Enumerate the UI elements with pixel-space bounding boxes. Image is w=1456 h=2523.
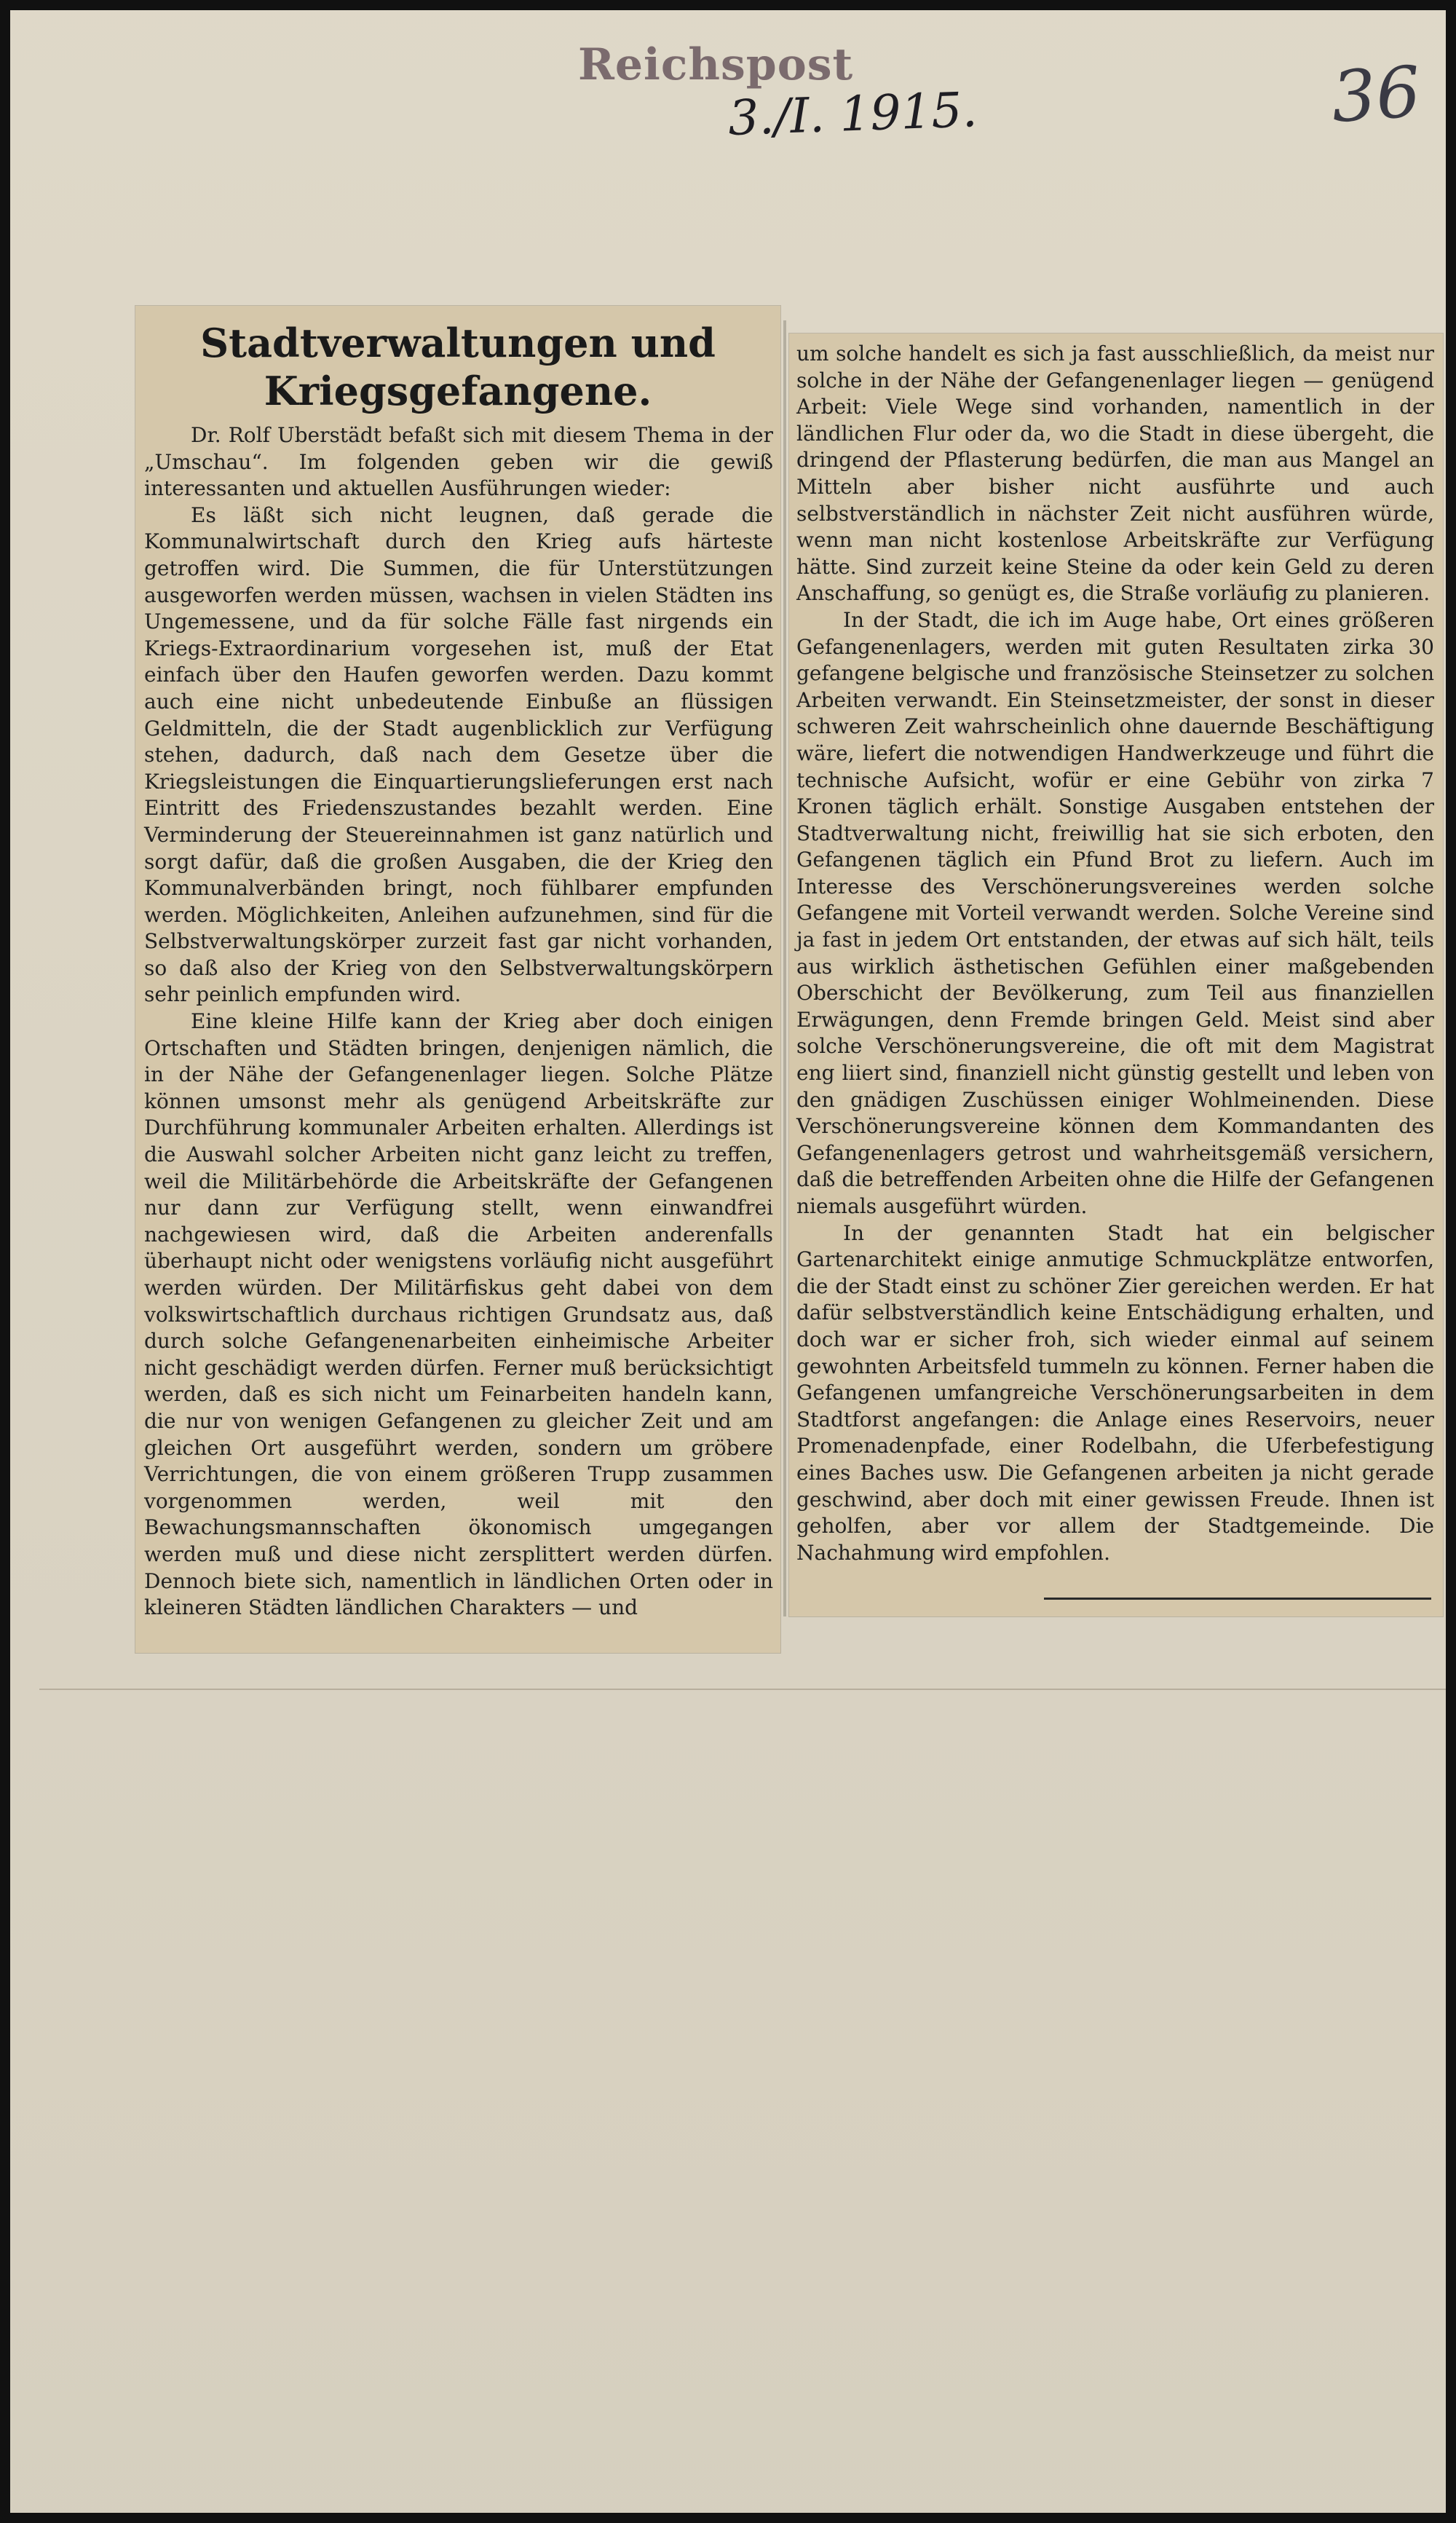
masthead-stamp: Reichspost	[578, 39, 854, 90]
column-divider	[783, 320, 786, 1616]
article-end-rule	[1044, 1598, 1431, 1600]
paragraph: Dr. Rolf Uberstädt befaßt sich mit diesem Thema in der „Umschau“. Im folgenden geben wir die gewiß interessanten und aktuellen Ausführungen wieder:	[144, 423, 773, 501]
paragraph: In der Stadt, die ich im Auge habe, Ort eines größeren Gefangenenlagers, werden mit guten Resultaten zirka 30 gefangene belgische und französische Steinsetzer zu solchen Arbeiten verwandt. Ein Steinsetzmeister, der sonst in dieser schweren Zeit wahrscheinlich ohne dauernde Beschäftigung wäre, liefert die notwendigen Handwerkzeuge und führt die technische Aufsicht, wofür er eine Gebühr von zirka 7 Kronen täglich erhält. Sonstige Ausgaben entstehen der Stadtverwaltung nicht, freiwillig hat sie sich erboten, den Gefangenen täglich ein Pfund Brot zu liefern. Auch im Interesse des Verschönerungsvereines werden solche Gefangene mit Vorteil verwandt werden. Solche Vereine sind ja fast in jedem Ort entstanden, der etwas auf sich hält, teils aus wirklich ästhetischen Gefühlen einer maßgebenden Oberschicht der Bevölkerung, zum Teil aus finanziellen Erwägungen, denn Fremde bringen Geld. Meist sind aber solche Verschönerungsvereine, die oft mit dem Magistrat eng liiert sind, finanziell nicht günstig gestellt und leben von den gnädigen Zuschüssen einiger Wohlmeinenden. Diese Verschönerungsvereine können dem Kommandanten des Gefangenenlagers getrost und wahrheitsgemäß versichern, daß die betreffenden Arbeiten ohne die Hilfe der Gefangenen niemals ausgeführt würden.	[796, 607, 1434, 1218]
paper-fold-line	[39, 1689, 1446, 1690]
handwritten-date: 3./I. 1915.	[727, 82, 978, 146]
handwritten-page-number: 36	[1329, 50, 1423, 139]
paragraph: Eine kleine Hilfe kann der Krieg aber doch einigen Ortschaften und Städten bringen, denjenigen nämlich, die in der Nähe der Gefangenenlager liegen. Solche Plätze können umsonst mehr als genügend Arbeitskräfte zur Durchführung kommunaler Arbeiten erhalten. Allerdings ist die Auswahl solcher Arbeiten nicht ganz leicht zu treffen, weil die Militärbehörde die Arbeitskräfte der Gefangenen nur dann zur Verfügung stellt, wenn einwandfrei nachgewiesen wird, daß die Arbeiten anderenfalls überhaupt nicht oder wenigstens vorläufig nicht ausgeführt werden würden. Der Militärfiskus geht dabei von dem volkswirtschaftlich durchaus richtigen Grundsatz aus, daß durch solche Gefangenenarbeiten einheimische Arbeiter nicht geschädigt werden dürfen. Ferner muß berücksichtigt werden, daß es sich nicht um Feinarbeiten handeln kann, die nur von wenigen Gefangenen zu gleicher Zeit und am gleichen Ort ausgeführt werden, sondern um gröbere Verrichtungen, die von einem größeren Trupp zusammen vorgenommen werden, weil mit den Bewachungsmannschaften ökonomisch umgegangen werden muß und diese nicht zersplittert werden dürfen. Dennoch biete sich, namentlich in ländlichen Orten oder in kleineren Städten ländlichen Charakters — und	[144, 1009, 773, 1620]
paragraph: Es läßt sich nicht leugnen, daß gerade die Kommunalwirtschaft durch den Krieg aufs härteste getroffen wird. Die Summen, die für Unterstützungen ausgeworfen werden müssen, wachsen in vielen Städten ins Ungemessene, und da für solche Fälle fast nirgends ein Kriegs-Extraordinarium vorgesehen ist, muß der Etat einfach über den Haufen geworfen werden. Dazu kommt auch eine nicht unbedeutende Einbuße an flüssigen Geldmitteln, die der Stadt augenblicklich zur Verfügung stehen, dadurch, daß nach dem Gesetze über die Kriegsleistungen die Einquartierungslieferungen erst nach Eintritt des Friedenszustandes bezahlt werden. Eine Verminderung der Steuereinnahmen ist ganz natürlich und sorgt dafür, daß die großen Ausgaben, die der Krieg den Kommunalverbänden bringt, noch fühlbarer empfunden werden. Möglichkeiten, Anleihen aufzunehmen, sind für die Selbstverwaltungskörper zurzeit fast gar nicht vorhanden, so daß also der Krieg von den Selbstverwaltungskörpern sehr peinlich empfunden wird.	[144, 502, 773, 1007]
article-headline: Stadtverwaltungen und Kriegsgefangene.	[200, 320, 716, 414]
clipping-right-column	[789, 333, 1443, 1616]
paragraph: In der genannten Stadt hat ein belgischer Gartenarchitekt einige anmutige Schmuckplätze entworfen, die der Stadt einst zu schöner Zier gereichen werden. Er hat dafür selbstverständlich keine Entschädigung erhalten, und doch war er sicher froh, sich wieder einmal auf seinem gewohnten Arbeitsfeld tummeln zu können. Ferner haben die Gefangenen umfangreiche Verschönerungsarbeiten in dem Stadtforst angefangen: die Anlage eines Reservoirs, neuer Promenadenpfade, einer Rodelbahn, die Uferbefestigung eines Baches usw. Die Gefangenen arbeiten ja nicht gerade geschwind, aber doch mit einer gewissen Freude. Ihnen ist geholfen, aber vor allem der Stadtgemeinde. Die Nachahmung wird empfohlen.	[796, 1220, 1434, 1565]
clipping-left-column	[135, 306, 780, 1653]
paragraph: um solche handelt es sich ja fast ausschließlich, da meist nur solche in der Nähe der Gefangenenlager liegen — genügend Arbeit: Viele Wege sind vorhanden, namentlich in der ländlichen Flur oder da, wo die Stadt in diese übergeht, die dringend der Pflasterung bedürfen, die man aus Mangel an Mitteln aber bisher nicht ausführte und auch selbstverständlich in nächster Zeit nicht ausführen würde, wenn man nicht kostenlose Arbeitskräfte zur Verfügung hätte. Sind zurzeit keine Steine da oder kein Geld zu deren Anschaffung, so genügt es, die Straße vorläufig zu planieren.	[796, 341, 1434, 606]
